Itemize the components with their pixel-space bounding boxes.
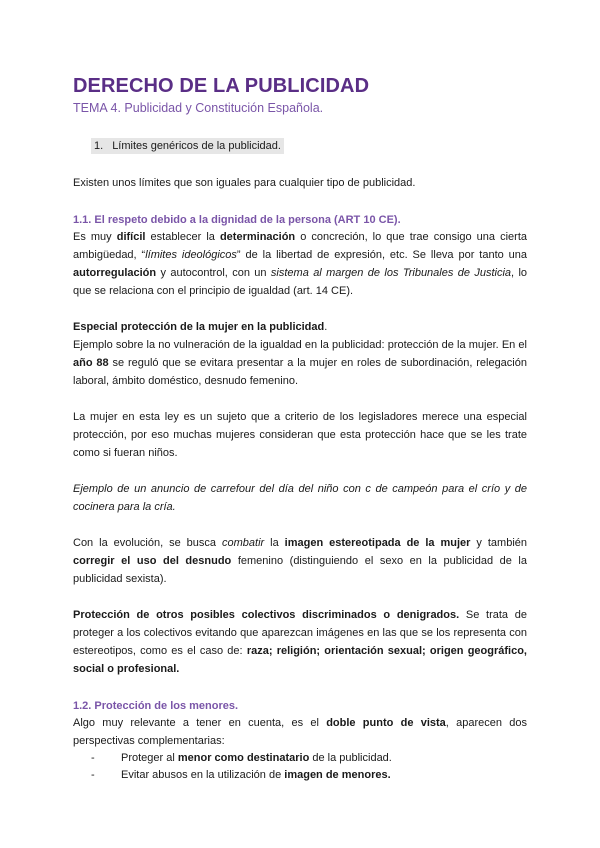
text-run: la bbox=[264, 537, 285, 549]
bold-run: menor como destinatario bbox=[177, 752, 310, 764]
document-content bbox=[73, 74, 527, 784]
bold-run: autorregulación bbox=[73, 267, 157, 279]
text-run: , aparecen dos perspectivas complementarias: bbox=[73, 717, 528, 747]
section-1-2-paragraph bbox=[73, 714, 527, 750]
bold-run: Protección de otros posibles colectivos discriminados o denigrados. bbox=[73, 609, 460, 621]
text-run: . bbox=[324, 321, 328, 333]
list-item bbox=[91, 750, 527, 767]
text-run: Algo muy relevante a tener en cuenta, es el bbox=[73, 717, 327, 729]
women-protection-heading bbox=[73, 318, 527, 336]
text-run: de la publicidad. bbox=[309, 752, 392, 764]
document-subtitle: TEMA 4. Publicidad y Constitución Española. bbox=[73, 101, 324, 115]
italic-run: sistema al margen de los Tribunales de Justicia bbox=[270, 267, 512, 279]
text-run: se reguló que se evitara presentar a la mujer en roles de subordinación, relegación laboral, ámbito doméstico, desnudo femenino. bbox=[73, 357, 527, 387]
text-run: Ejemplo sobre la no vulneración de la igualdad en la publicidad: protección de la mujer. En el bbox=[73, 339, 527, 351]
text-run: y autocontrol, con un bbox=[156, 267, 271, 279]
bold-run: determinación bbox=[219, 231, 296, 243]
section-1-2-heading: 1.2. Protección de los menores. bbox=[73, 700, 239, 712]
section-1-1-paragraph bbox=[73, 228, 527, 300]
text-run: establecer la bbox=[145, 231, 220, 243]
evolution-paragraph bbox=[73, 534, 527, 588]
numbered-list-item bbox=[91, 138, 284, 154]
women-law-paragraph: La mujer en esta ley es un sujeto que a criterio de los legisladores merece una especial protección, por eso muchas mujeres consideran que esta protección hace que se les trate como si fueran niños. bbox=[73, 411, 527, 459]
list-item bbox=[91, 767, 527, 784]
italic-run: límites ideológicos bbox=[145, 249, 237, 261]
example-paragraph bbox=[73, 480, 527, 516]
bold-run: corregir el uso del desnudo bbox=[73, 555, 232, 567]
text-run: Con la evolución, se busca bbox=[73, 537, 222, 549]
bold-run: imagen estereotipada de la mujer bbox=[284, 537, 471, 549]
bold-run: Especial protección de la mujer en la publicidad bbox=[73, 321, 325, 333]
text-run: Evitar abusos en la utilización de bbox=[121, 769, 285, 781]
bold-run: imagen de menores. bbox=[284, 769, 391, 781]
text-run: Se trata de proteger a los colectivos evitando que aparezcan imágenes en las que se los representa con estereotipos, como es el caso de: bbox=[73, 609, 527, 657]
perspectives-list bbox=[73, 750, 527, 784]
bold-run: doble punto de vista bbox=[326, 717, 446, 729]
text-run: femenino (distinguiendo el sexo en la publicidad de la publicidad sexista). bbox=[73, 555, 527, 585]
list-item-number: 1. bbox=[94, 140, 104, 152]
section-1-1-heading: 1.1. El respeto debido a la dignidad de la persona (ART 10 CE). bbox=[73, 214, 401, 226]
intro-paragraph: Existen unos límites que son iguales para cualquier tipo de publicidad. bbox=[73, 177, 416, 189]
text-run: ” de la libertad de expresión, etc. Se lleva por tanto una bbox=[236, 249, 528, 261]
document-title: DERECHO DE LA PUBLICIDAD bbox=[73, 75, 370, 97]
bold-run: año 88 bbox=[73, 357, 109, 369]
bold-run: raza; religión; orientación sexual; origen geográfico, social o profesional. bbox=[73, 645, 527, 675]
text-run: , lo que se relaciona con el principio de igualdad (art. 14 CE). bbox=[73, 267, 528, 297]
italic-run: combatir bbox=[222, 537, 265, 549]
text-run: Proteger al bbox=[121, 752, 178, 764]
bold-run: difícil bbox=[116, 231, 146, 243]
text-run: y también bbox=[470, 537, 528, 549]
list-item-label: Límites genéricos de la publicidad. bbox=[112, 140, 281, 152]
women-protection-paragraph bbox=[73, 336, 527, 390]
italic-run: Ejemplo de un anuncio de carrefour del día del niño con c de campeón para el crío y de cocinera para la cría. bbox=[73, 483, 527, 513]
other-groups-paragraph bbox=[73, 606, 527, 678]
text-run: Es muy bbox=[73, 231, 117, 243]
text-run: o concreción, lo que trae consigo una cierta ambigüedad, “ bbox=[73, 231, 527, 261]
